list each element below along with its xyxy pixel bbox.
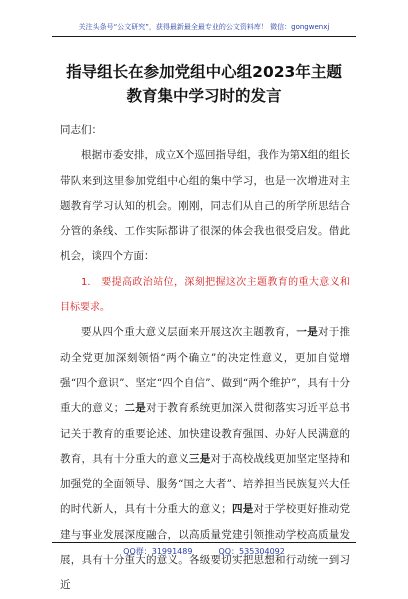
footer-qq-group: QQ群：31991489: [123, 547, 193, 556]
ordinal-marker: 四是: [231, 503, 254, 516]
footer: [52, 546, 356, 557]
document-body: [60, 118, 350, 599]
title-line-1: 指导组长在参加党组中心组2023年主题: [66, 63, 342, 81]
paragraph-text: 对于高校战线更加坚定坚持和加强党的全面领导、服务“国之大者”、培养担当民族复兴大任的时代新人，具有十分重大的意义；: [60, 452, 350, 516]
title-line-2: 教育集中学习时的发言: [126, 87, 282, 105]
ordinal-marker: 三是: [189, 452, 211, 465]
ordinal-marker: 一是: [296, 326, 318, 339]
footer-divider: [52, 542, 356, 543]
ordinal-marker: 二是: [124, 402, 146, 415]
paragraph-intro: 根据市委安排，成立X个巡回指导组，我作为第X组的组长带队来到这里参加党组中心组的集中学习，也是一次增进对主题教育学习认知的机会。刚刚，同志们从自己的所学所思结合分管的条线、工作实际都讲了很深的体会我也很受启发。借此机会，谈四个方面：: [60, 149, 350, 263]
paragraph-text: 对于教育系统更加深入贯彻落实习近平总书记关于教育的重要论述、加快建设教育强国、办好人民满意的教育，具有十分重大的意义: [60, 402, 350, 465]
paragraph-text: 对于学校更好推动党建与事业发展深度融合，以高质量党建引领推动学校高质量发展，具有十分重大的意义。各级要切实把思想和行动统一到习近: [60, 503, 350, 592]
footer-qq: QQ：535304092: [218, 547, 285, 556]
header-divider: [52, 36, 356, 37]
section-heading-1: 1. 要提高政治站位，深刻把握这次主题教育的重大意义和目标要求。: [60, 276, 350, 314]
salutation: 同志们：: [60, 124, 102, 136]
paragraph-text: 要从四个重大意义层面来开展这次主题教育，: [81, 326, 297, 339]
header-banner: 关注头条号“公文研究”，获得最新最全最专业的公文资料库！ 微信：gongwenxj: [78, 23, 330, 31]
document-title: [48, 60, 360, 108]
paragraph-text: 对于推动全党更加深刻领悟“两个确立”的决定性意义，更加自觉增强“四个意识”、坚定“四个自信”、做到“两个维护”，具有十分重大的意义；: [60, 326, 351, 415]
